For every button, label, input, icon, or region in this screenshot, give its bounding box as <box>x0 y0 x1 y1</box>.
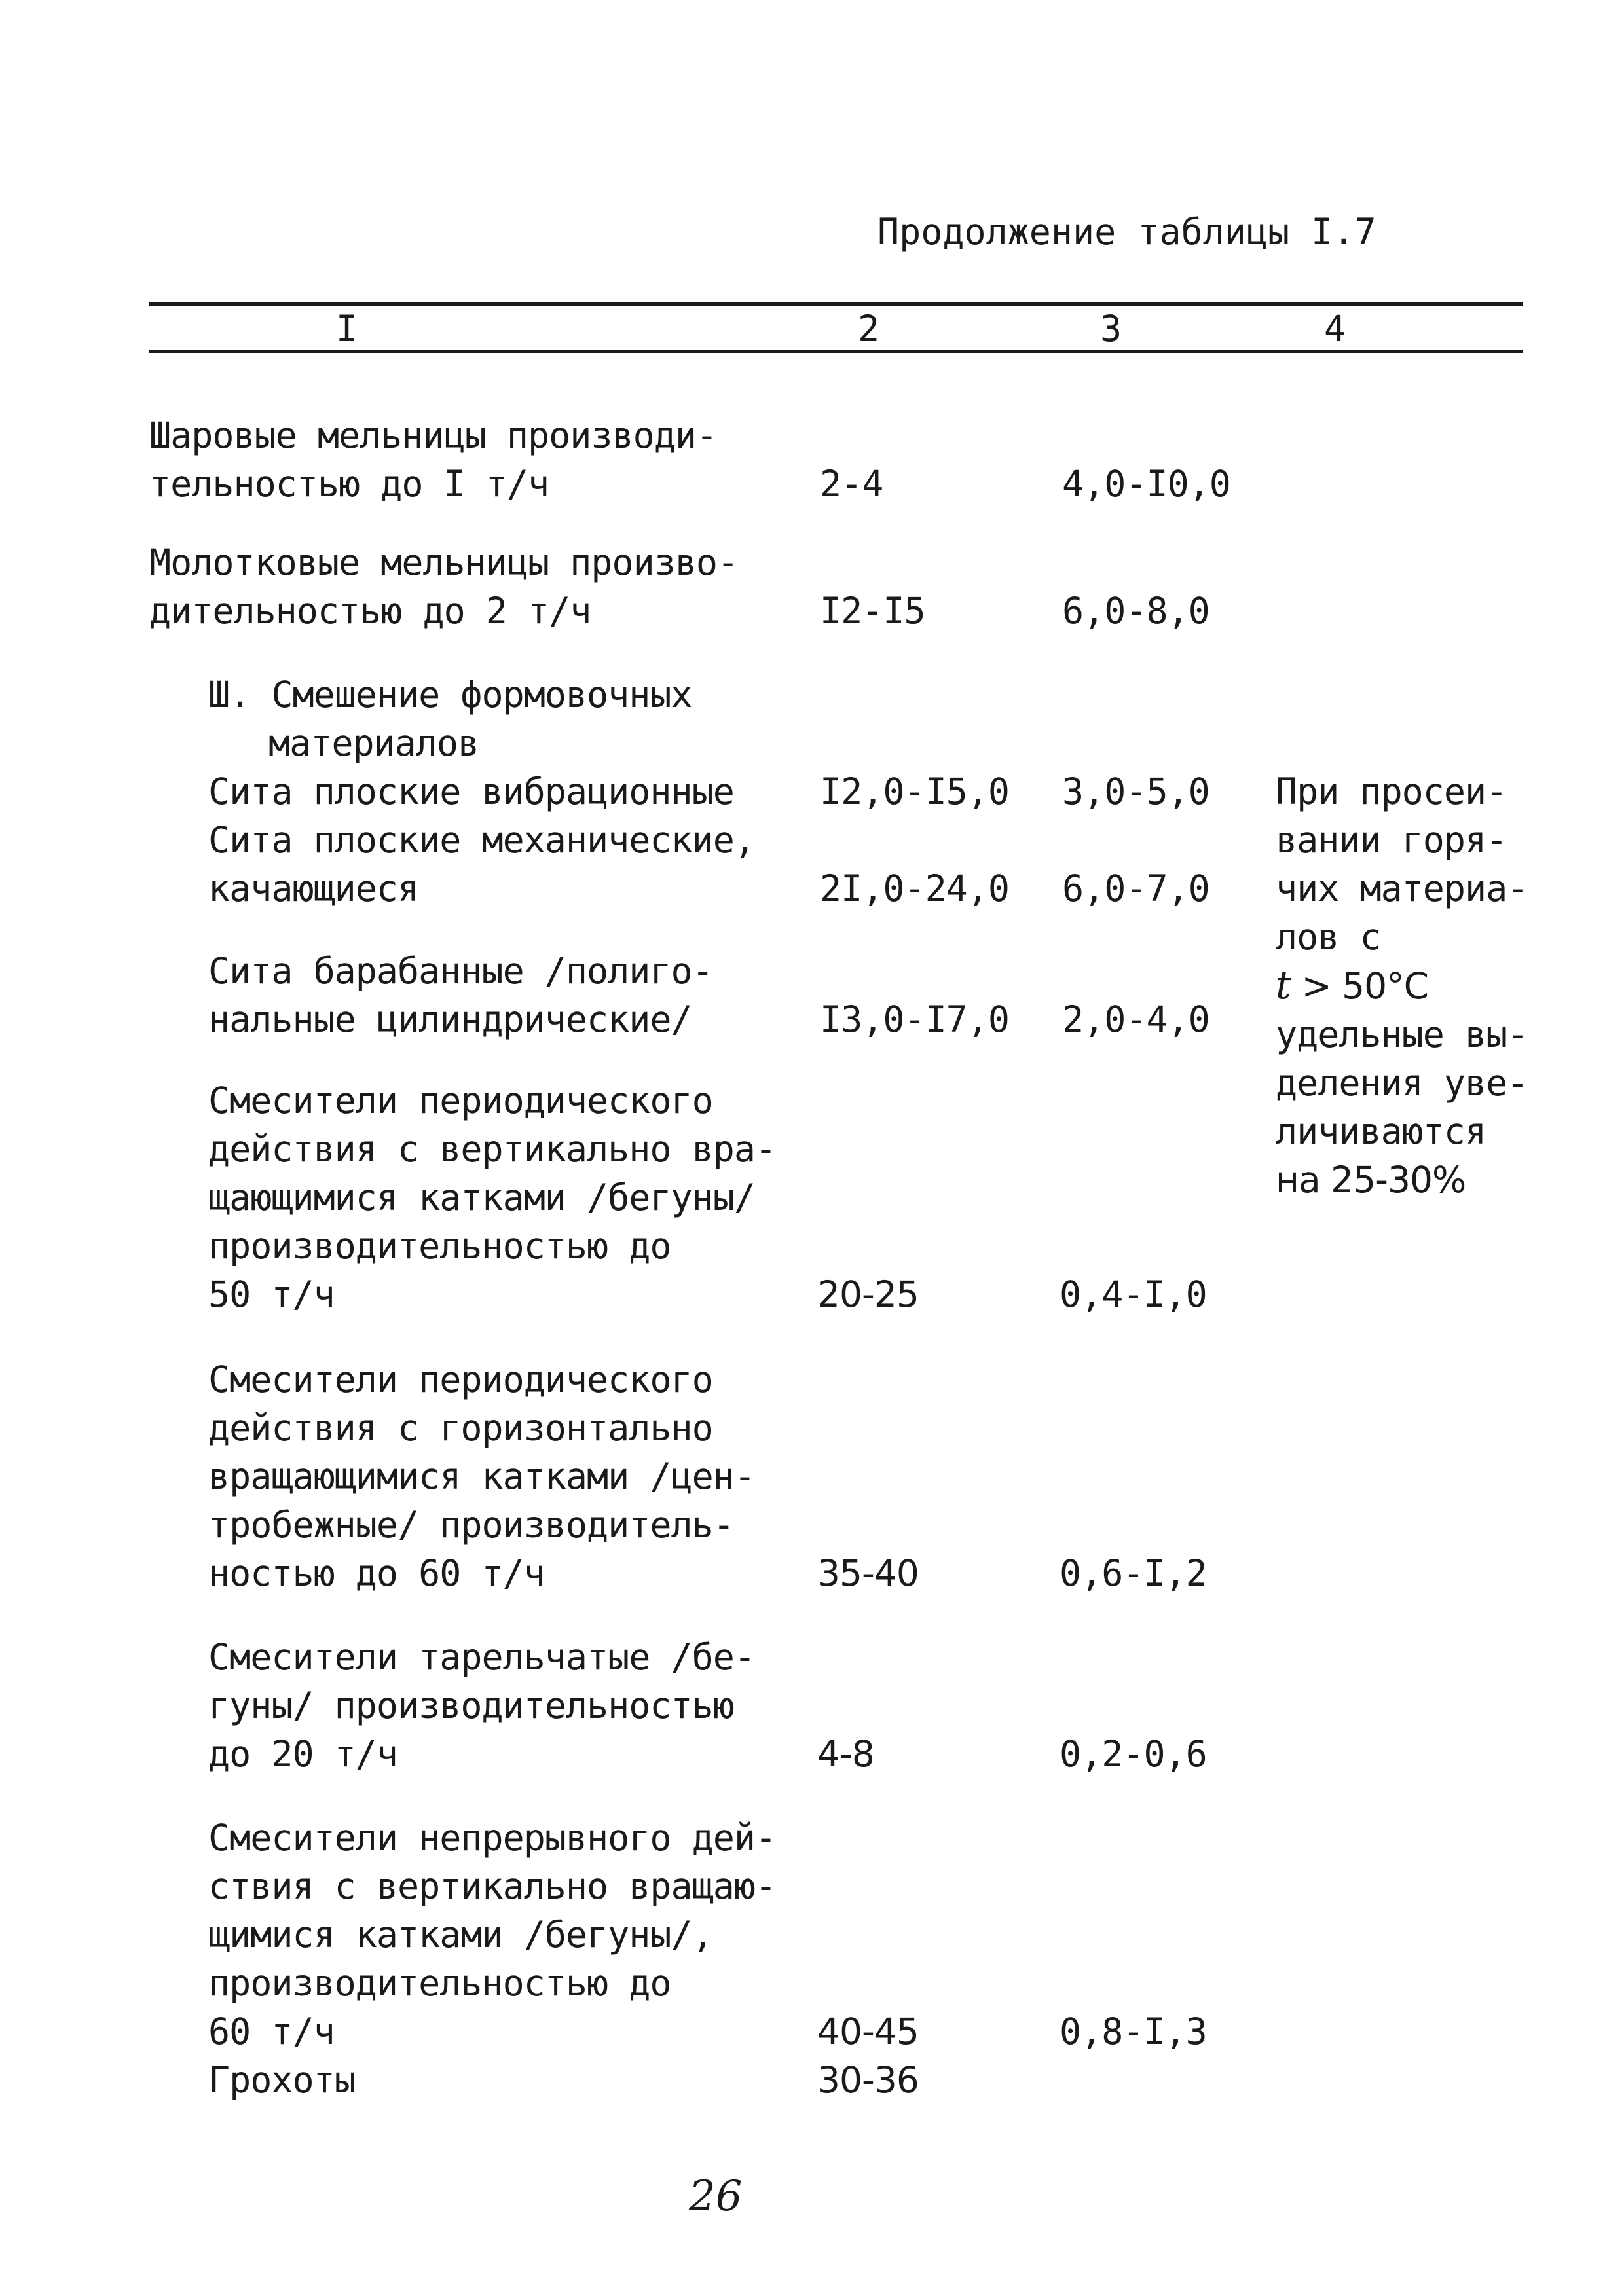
row-text-line: Смесители периодического <box>208 1358 713 1400</box>
row-text-line: тробежные/ производитель- <box>208 1504 734 1546</box>
note-line: чих материа- <box>1276 867 1528 909</box>
note-line: При просеи- <box>1276 771 1507 812</box>
row-drum-sieves-name <box>208 947 713 1044</box>
row-hammer-mills-col2: I2-I5 <box>820 590 925 632</box>
row-vertical-batch-mixers-col2: 20-25 <box>817 1273 919 1315</box>
row-text-line: нальные цилиндрические/ <box>208 998 692 1040</box>
row-text-line: тельностью до I т/ч <box>149 463 549 505</box>
row-drum-sieves-col2: I3,0-I7,0 <box>820 998 1010 1040</box>
row-text-line: дительностью до 2 т/ч <box>149 590 591 632</box>
row-continuous-mixers-col2: 40-45 <box>817 2011 919 2052</box>
column-header-3: 3 <box>1100 308 1122 350</box>
row-text-line: качающиеся <box>208 867 419 909</box>
row-text-line: Сита барабанные /полиго- <box>208 950 713 992</box>
note-line: вании горя- <box>1276 819 1507 861</box>
note-line: лов с <box>1276 916 1381 958</box>
temperature-symbol: t <box>1276 962 1291 1008</box>
row-text-line: Сита плоские механические, <box>208 819 755 861</box>
row-text-line: действия с горизонтально <box>208 1407 713 1449</box>
row-continuous-mixers-name <box>208 1813 776 2056</box>
row-text-line: 50 т/ч <box>208 1273 335 1315</box>
row-mechanical-sieves-name <box>208 816 755 913</box>
note-line: личиваются <box>1276 1110 1486 1152</box>
row-drum-sieves-col3: 2,0-4,0 <box>1062 998 1209 1040</box>
row-text-line: ностью до 60 т/ч <box>208 1552 545 1594</box>
row-ball-mills-col3: 4,0-I0,0 <box>1062 463 1230 505</box>
table-top-rule <box>149 302 1522 306</box>
table-header-rule <box>149 350 1522 353</box>
row-vertical-batch-mixers-name <box>208 1076 776 1319</box>
row-pan-mixers-name <box>208 1633 755 1778</box>
column-header-2: 2 <box>858 308 880 350</box>
row-text-line: Смесители периодического <box>208 1080 713 1121</box>
row-text-line: до 20 т/ч <box>208 1733 398 1775</box>
row-hammer-mills-col3: 6,0-8,0 <box>1062 590 1209 632</box>
column4-note <box>1276 767 1528 1204</box>
section-heading-continuation: материалов <box>268 722 479 764</box>
row-mechanical-sieves-col2: 2I,0-24,0 <box>820 867 1010 909</box>
row-text-line: вращающимися катками /цен- <box>208 1455 755 1497</box>
row-text-line: производительностью до <box>208 1225 671 1267</box>
table-caption: Продолжение таблицы I.7 <box>877 211 1376 253</box>
row-pan-mixers-col2: 4-8 <box>817 1733 874 1775</box>
row-text-line: Молотковые мельницы произво- <box>149 541 739 583</box>
row-ball-mills-name <box>149 411 717 508</box>
row-text-line: действия с вертикально вра- <box>208 1128 777 1170</box>
page-number: 26 <box>689 2172 743 2221</box>
row-vibrating-sieves-col3: 3,0-5,0 <box>1062 771 1209 812</box>
row-mechanical-sieves-col3: 6,0-7,0 <box>1062 867 1209 909</box>
note-line: деления уве- <box>1276 1062 1528 1104</box>
note-temperature-line <box>1276 961 1528 1010</box>
note-line: удельные вы- <box>1276 1013 1528 1055</box>
row-screens-name: Грохоты <box>208 2059 356 2101</box>
row-text-line: гуны/ производительностью <box>208 1685 734 1726</box>
row-horizontal-batch-mixers-col2: 35-40 <box>817 1552 919 1594</box>
row-text-line: Смесители непрерывного дей- <box>208 1817 777 1859</box>
row-text-line: ствия с вертикально вращаю- <box>208 1865 777 1907</box>
row-ball-mills-col2: 2-4 <box>820 463 883 505</box>
row-text-line: 60 т/ч <box>208 2011 335 2052</box>
row-text-line: производительностью до <box>208 1962 671 2004</box>
row-text-line: щающимися катками /бегуны/ <box>208 1176 755 1218</box>
row-continuous-mixers-col3: 0,8-I,3 <box>1060 2011 1207 2052</box>
row-vertical-batch-mixers-col3: 0,4-I,0 <box>1060 1273 1207 1315</box>
row-text-line: Шаровые мельницы производи- <box>149 414 718 456</box>
row-vibrating-sieves-col2: I2,0-I5,0 <box>820 771 1010 812</box>
column-header-4: 4 <box>1324 308 1346 350</box>
temperature-condition: > 50°C <box>1291 965 1429 1007</box>
row-horizontal-batch-mixers-col3: 0,6-I,2 <box>1060 1552 1207 1594</box>
row-pan-mixers-col3: 0,2-0,6 <box>1060 1733 1207 1775</box>
row-text-line: Смесители тарельчатые /бе- <box>208 1636 755 1678</box>
row-horizontal-batch-mixers-name <box>208 1355 755 1597</box>
section-heading: Ш. Смешение формовочных <box>208 674 692 716</box>
column-header-1: I <box>336 308 358 350</box>
row-text-line: щимися катками /бегуны/, <box>208 1914 713 1956</box>
row-screens-col2: 30-36 <box>817 2059 919 2101</box>
row-vibrating-sieves-name: Сита плоские вибрационные <box>208 771 734 812</box>
note-line: на 25-30% <box>1276 1159 1466 1201</box>
row-hammer-mills-name <box>149 538 738 635</box>
